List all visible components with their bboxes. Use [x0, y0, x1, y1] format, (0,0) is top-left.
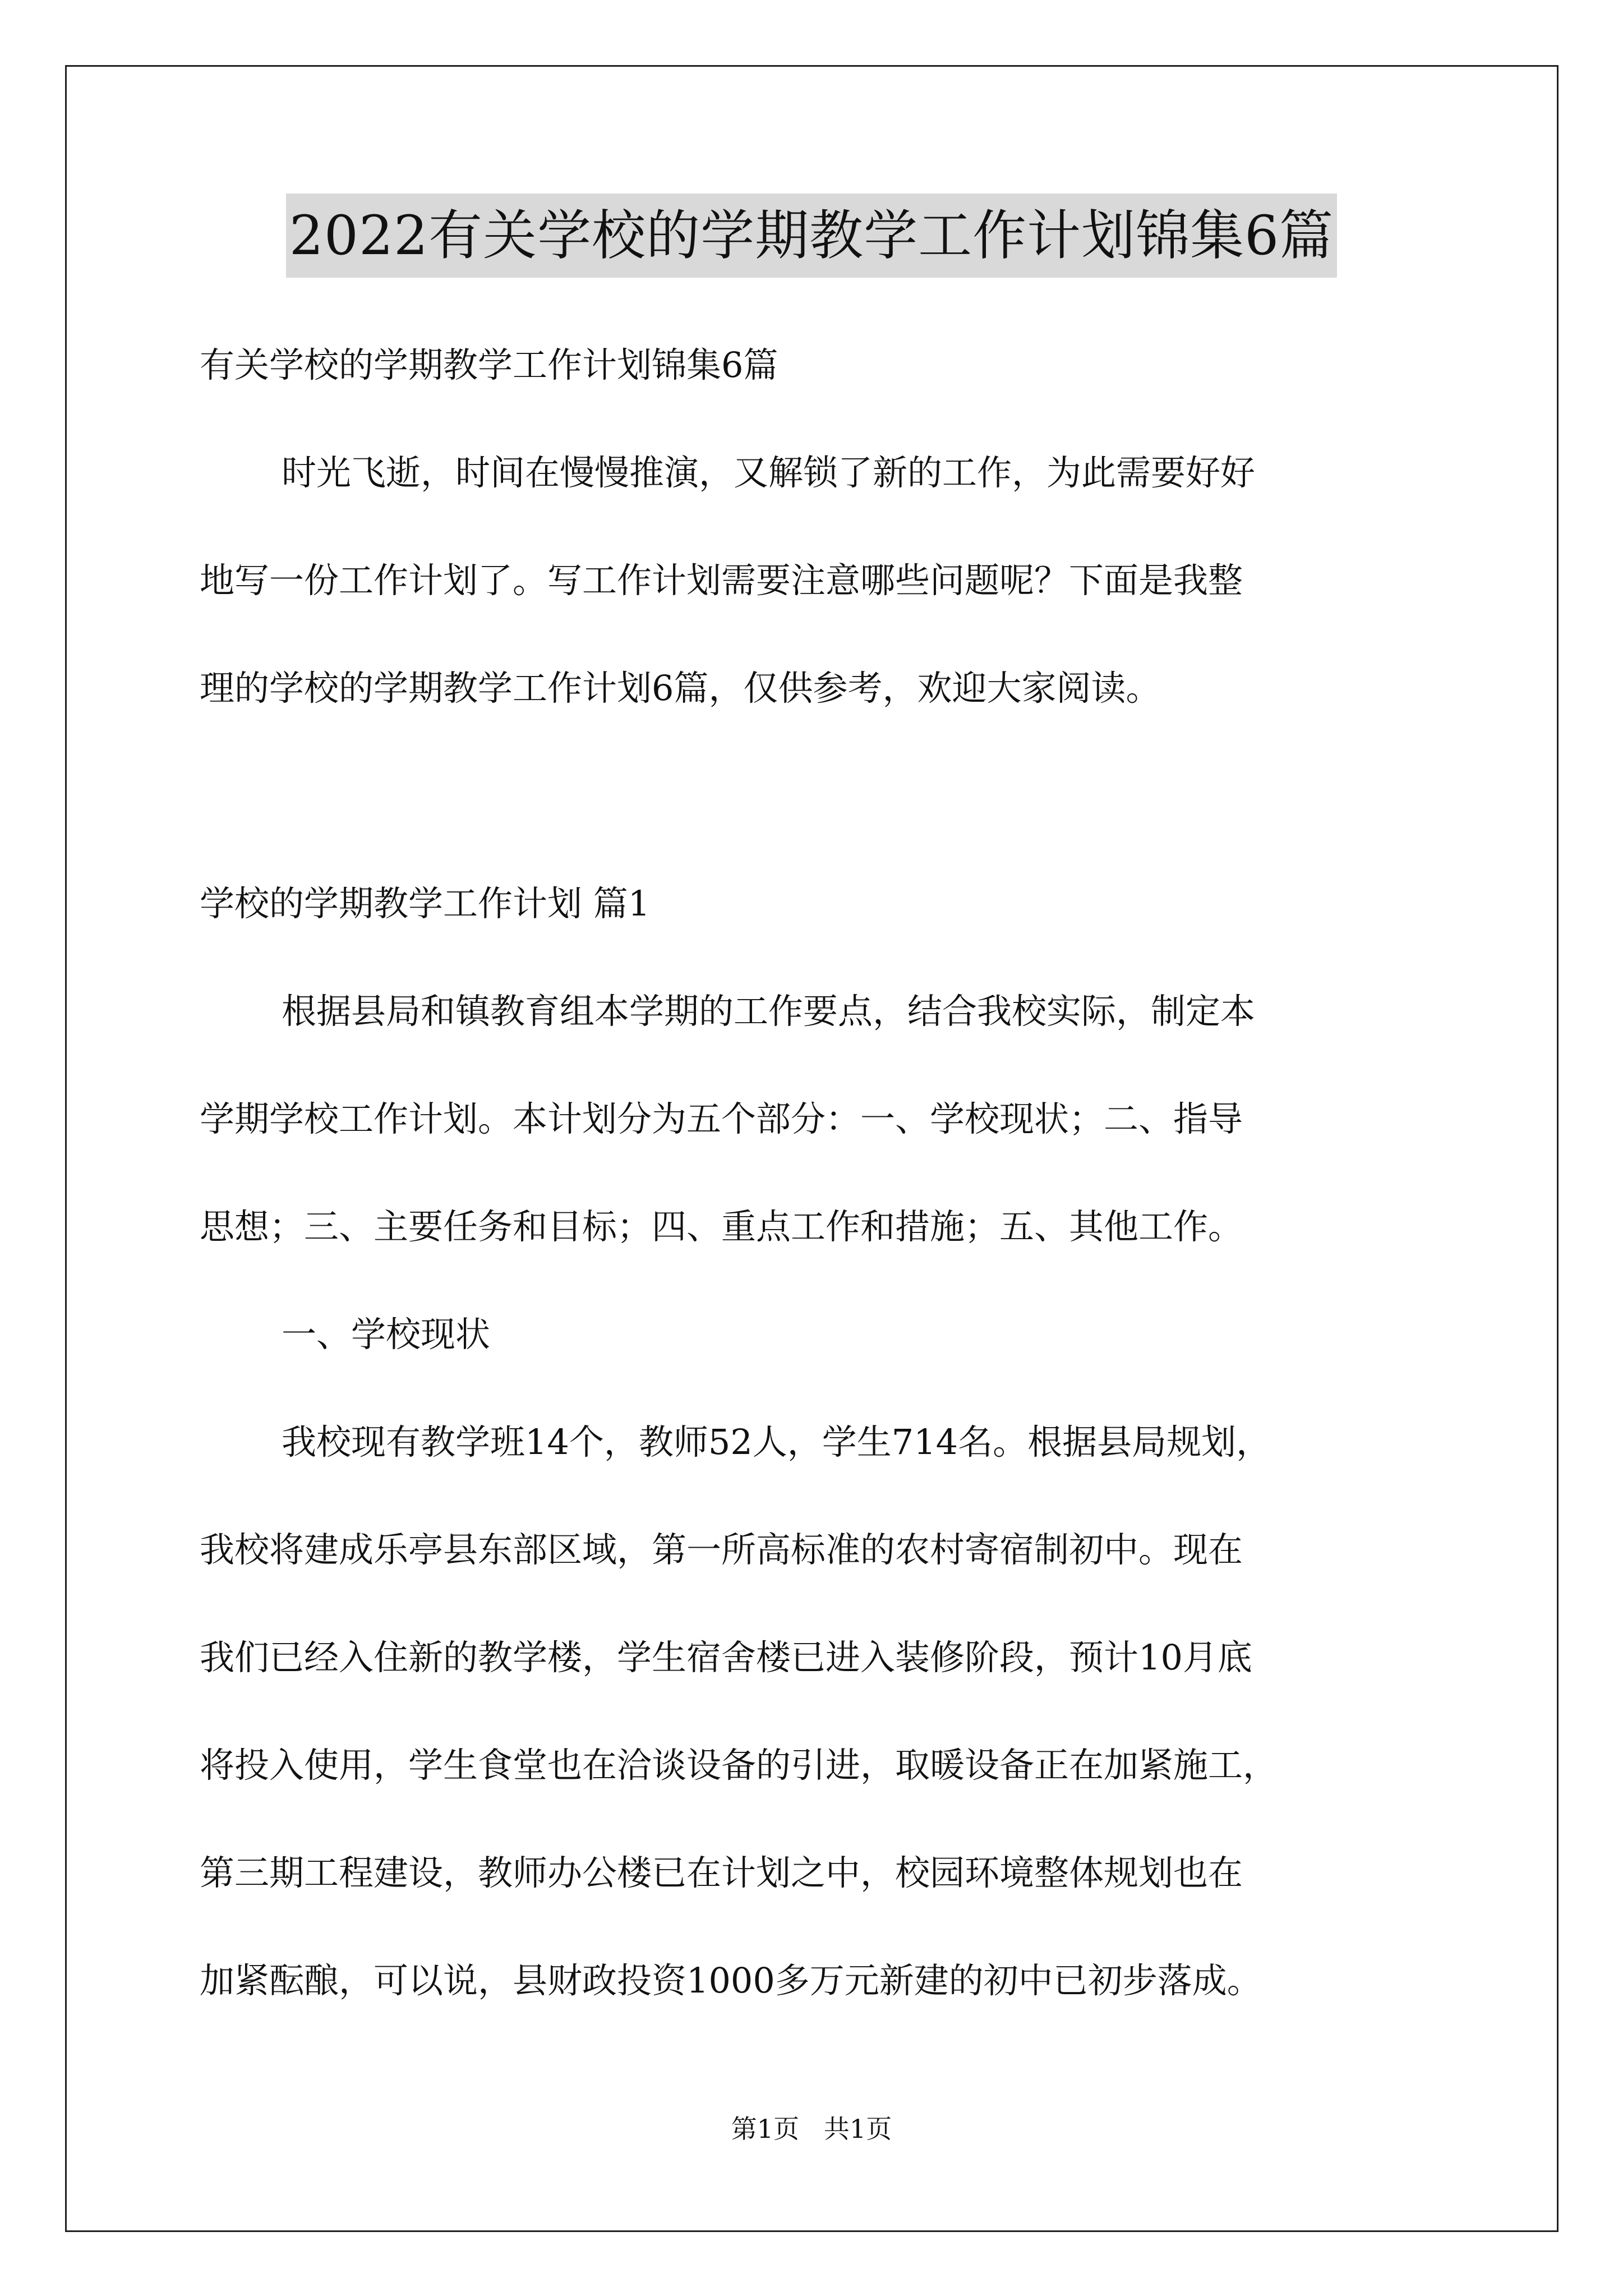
document-body	[200, 311, 1428, 2035]
intro-line: 地写一份工作计划了。写工作计划需要注意哪些问题呢？下面是我整	[200, 560, 1243, 601]
page-footer: 第1页 共1页	[731, 2114, 892, 2144]
paragraph-line: 根据县局和镇教育组本学期的工作要点，结合我校实际，制定本	[282, 991, 1256, 1032]
paragraph-gap	[200, 742, 1428, 850]
intro-line: 时光飞逝，时间在慢慢推演，又解锁了新的工作，为此需要好好	[282, 452, 1256, 493]
title-wrap	[0, 194, 1623, 278]
sub-heading: 一、学校现状	[282, 1314, 491, 1355]
paragraph-line: 第三期工程建设，教师办公楼已在计划之中，校园环境整体规划也在	[200, 1852, 1243, 1893]
paragraph-line: 思想；三、主要任务和目标；四、重点工作和措施；五、其他工作。	[200, 1206, 1243, 1247]
intro-line: 理的学校的学期教学工作计划6篇，仅供参考，欢迎大家阅读。	[200, 668, 1161, 708]
paragraph-line: 我们已经入住新的教学楼，学生宿舍楼已进入装修阶段，预计10月底	[200, 1637, 1252, 1678]
section-heading: 学校的学期教学工作计划 篇1	[200, 883, 651, 924]
document-title: 2022有关学校的学期教学工作计划锦集6篇	[286, 194, 1337, 278]
paragraph-line: 我校现有教学班14个，教师52人，学生714名。根据县局规划，	[282, 1421, 1271, 1462]
subtitle: 有关学校的学期教学工作计划锦集6篇	[200, 344, 778, 385]
paragraph-line: 学期学校工作计划。本计划分为五个部分：一、学校现状；二、指导	[200, 1098, 1243, 1139]
paragraph-line: 将投入使用，学生食堂也在洽谈设备的引进，取暖设备正在加紧施工，	[200, 1745, 1278, 1786]
paragraph-line: 我校将建成乐亭县东部区域，第一所高标准的农村寄宿制初中。现在	[200, 1529, 1243, 1570]
paragraph-line: 加紧酝酿，可以说，县财政投资1000多万元新建的初中已初步落成。	[200, 1960, 1262, 2001]
